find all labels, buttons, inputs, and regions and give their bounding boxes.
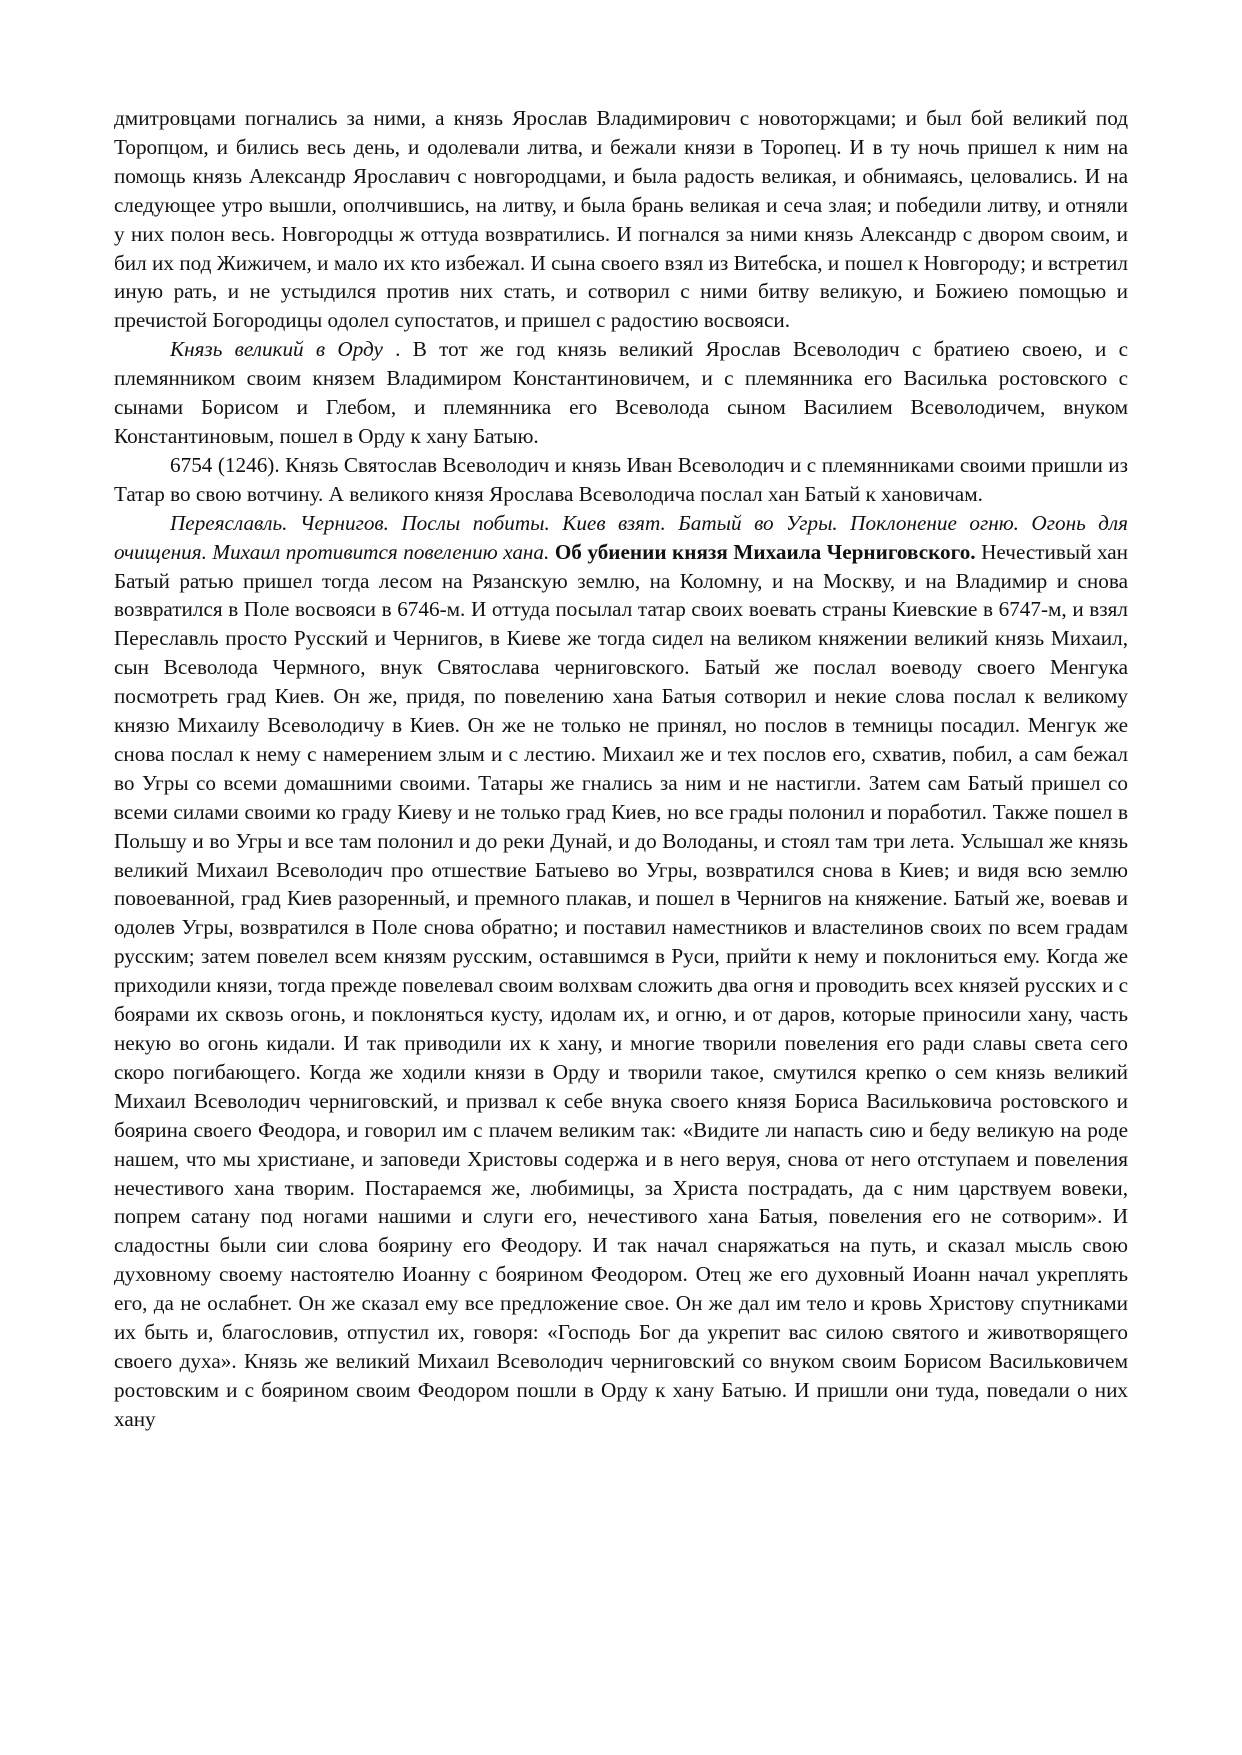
paragraph-2-text: . В тот же год князь великий Ярослав Всеволодич с братиею своею, и с племянником своим князем Владимиром Константиновичем, и с племянника его Василька ростовского с сынами Борисом и Глебом, и племянника его Всеволода сыном Василием Всеволодичем, внуком Константиновым, пошел в Орду к хану Батыю.: [114, 337, 1128, 448]
paragraph-3: [114, 451, 1128, 509]
paragraph-4-text: Нечестивый хан Батый ратью пришел тогда лесом на Рязанскую землю, на Коломну, и на Москву, и на Владимир и снова возвратился в Поле восвояси в 6746-м. И оттуда посылал татар своих воевать страны Киевские в 6747-м, и взял Переславль просто Русский и Чернигов, в Киеве же тогда сидел на великом княжении великий князь Михаил, сын Всеволода Чермного, внук Святослава черниговского. Батый же послал воеводу своего Менгука посмотреть град Киев. Он же, придя, по повелению хана Батыя сотворил и некие слова послал к великому князю Михаилу Всеволодичу в Киев. Он же не только не принял, но послов в темницы посадил. Менгук же снова послал к нему с намерением злым и с лестию. Михаил же и тех послов его, схватив, побил, а сам бежал во Угры со всеми домашними своими. Татары же гнались за ним и не настигли. Затем сам Батый пришел со всеми силами своими ко граду Киеву и не только град Киев, но все грады полонил и поработил. Также пошел в Польшу и во Угры и все там полонил и до реки Дунай, и до Володаны, и стоял там три лета. Услышал же князь великий Михаил Всеволодич про отшествие Батыево во Угры, возвратился снова в Киев; и видя всю землю повоеванной, град Киев разоренный, и премного плакав, и пошел в Чернигов на княжение. Батый же, воевав и одолев Угры, возвратился в Поле снова обратно; и поставил наместников и властелинов своих по всем градам русским; затем повелел всем князям русским, оставшимся в Руси, прийти к нему и поклониться ему. Когда же приходили князи, тогда прежде повелевал своим волхвам сложить два огня и проводить всех князей русских и с боярами их сквозь огонь, и поклоняться кусту, идолам их, и огню, и от даров, которые приносили хану, часть некую во огонь кидали. И так приводили их к хану, и многие творили повеления его ради славы света сего скоро погибающего. Когда же ходили князи в Орду и творили такое, смутился крепко о сем князь великий Михаил Всеволодич черниговский, и призвал к себе внука своего князя Бориса Васильковича ростовского и боярина своего Феодора, и говорил им с плачем великим так: «Видите ли напасть сию и беду великую на роде нашем, что мы христиане, и заповеди Христовы содержа и в него веруя, снова от него отступаем и повеления нечестивого хана творим. Постараемся же, любимицы, за Христа пострадать, да с ним царствуем вовеки, попрем сатану под ногами нашими и слуги его, нечестивого хана Батыя, повеления его не сотворим». И сладостны были сии слова боярину его Феодору. И так начал снаряжаться на путь, и сказал мысль свою духовному своему настоятелю Иоанну с боярином Феодором. Отец же его духовный Иоанн начал укреплять его, да не ослабнет. Он же сказал ему все предложение свое. Он же дал им тело и кровь Христову спутниками их быть и, благословив, отпустил их, говоря: «Господь Бог да укрепит вас силою святого и животворящего своего духа». Князь же великий Михаил Всеволодич черниговский со внуком своим Борисом Васильковичем ростовским и с боярином своим Феодором пошли в Орду к хану Батыю. И пришли они туда, поведали о них хану: [114, 539, 1129, 1431]
paragraph-2-italic-heading: Князь великий в Орду: [170, 337, 383, 362]
paragraph-4-bold-title: Об убиении князя Михаила Черниговского.: [549, 539, 976, 564]
paragraph-2: [114, 335, 1128, 451]
document-page: [114, 104, 1128, 1434]
paragraph-3-text: 6754 (1246). Князь Святослав Всеволодич и князь Иван Всеволодич и с племянниками своими пришли из Татар во свою вотчину. А великого князя Ярослава Всеволодича послал хан Батый к хановичам.: [114, 452, 1128, 506]
paragraph-1: [114, 104, 1128, 335]
paragraph-1-text: дмитровцами погнались за ними, а князь Ярослав Владимирович с новоторжцами; и был бой великий под Торопцом, и бились весь день, и одолевали литва, и бежали князи в Торопец. И в ту ночь пришел к ним на помощь князь Александр Ярославич с новгородцами, и была радость великая, и обнимаясь, целовались. И на следующее утро вышли, ополчившись, на литву, и была брань великая и сеча злая; и победили литву, и отняли у них полон весь. Новгородцы ж оттуда возвратились. И погнался за ними князь Александр с двором своим, и бил их под Жижичем, и мало их кто избежал. И сына своего взял из Витебска, и пошел к Новгороду; и встретил иную рать, и не устыдился против них стать, и сотворил с ними битву великую, и Божиею помощью и пречистой Богородицы одолел супостатов, и пришел с радостию восвояси.: [114, 106, 1128, 333]
paragraph-4: [114, 509, 1128, 1434]
paragraph-4-italic-heading: Переяславль. Чернигов. Послы побиты. Киев взят. Батый во Угры. Поклонение огню. Огонь для очищения. Михаил противится повелению хана.: [114, 510, 1128, 564]
